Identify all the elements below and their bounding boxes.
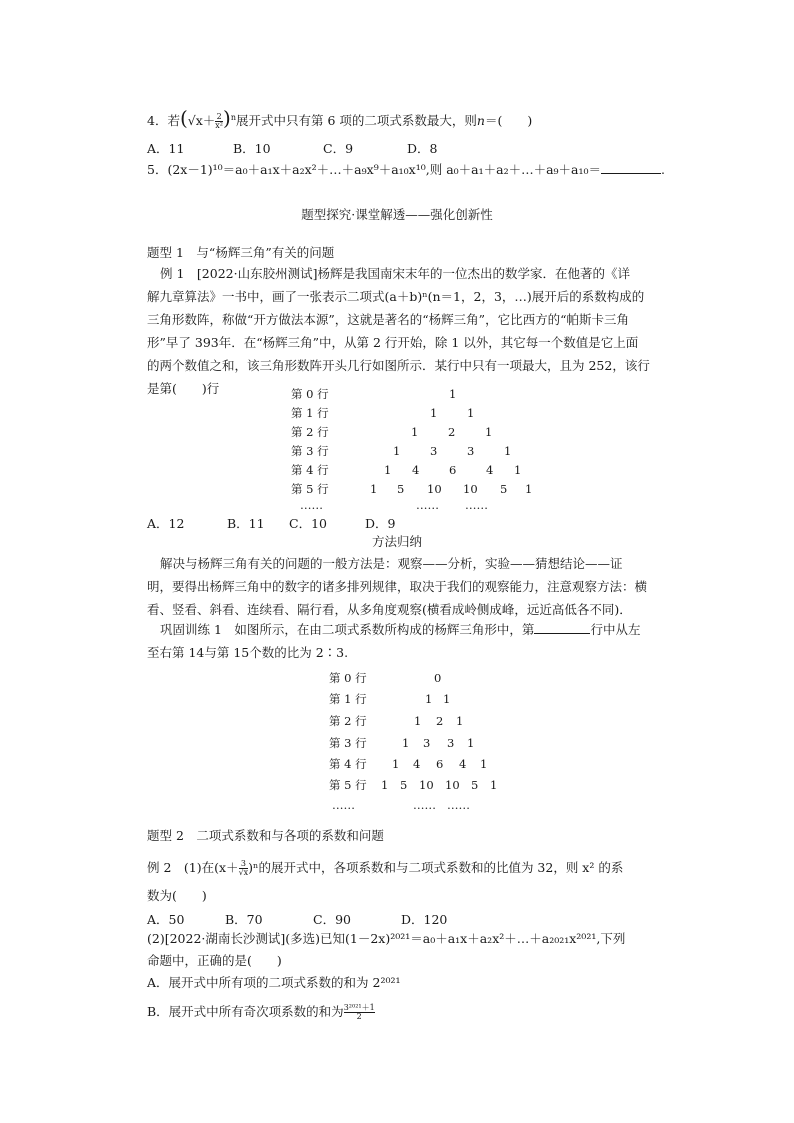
q4-option-d: D．8 — [407, 141, 438, 156]
tri1-r4-c1: 4 — [412, 463, 420, 477]
tri2-r3-c3: 1 — [467, 736, 475, 750]
tri2-r2-c2: 1 — [456, 714, 464, 728]
practice-line-2: 至右第 14与第 15个数的比为 2∶3. — [147, 645, 349, 660]
tri2-r1-c0: 1 — [425, 692, 433, 706]
ex1-option-c: C．10 — [289, 516, 327, 531]
tri1-dots-0: …… — [300, 498, 323, 512]
question-5 — [147, 160, 665, 180]
tri1-r4-c3: 4 — [486, 463, 494, 477]
ex2-frac-den: √x — [238, 868, 249, 877]
q4-eq: ＝( ) — [484, 113, 533, 129]
example1-line-2: 解九章算法》一书中，画了一张表示二项式(a＋b)ⁿ(n＝1，2，3，…)展开后的系数构成的 — [147, 289, 645, 304]
practice-prefix: 巩固训练 1 如图所示，在由二项式系数所构成的杨辉三角形中，第 — [160, 622, 535, 637]
q5-end: . — [661, 162, 666, 177]
ex2-optb-den: 2 — [344, 1012, 375, 1021]
example1-line-5: 的两个数值之和，该三角形数阵开头几行如图所示．某行中只有一项最大，且为 252，该行 — [147, 358, 650, 373]
tri1-label-4: 第 4 行 — [291, 463, 329, 477]
tri2-label-2: 第 2 行 — [329, 714, 367, 728]
example2-part2: (2)[2022·湖南长沙测试](多选)已知(1－2x)²⁰²¹＝a₀＋a₁x＋a₂x²＋…＋a₂₀₂₁x²⁰²¹,下列 — [147, 931, 626, 946]
ex1-option-d: D．9 — [365, 516, 396, 531]
q4-exponent: n — [230, 113, 236, 122]
example1-options — [147, 514, 395, 534]
tri1-r3-c3: 1 — [504, 444, 512, 458]
tri1-r5-c5: 1 — [525, 482, 533, 496]
tri2-dots-0: …… — [332, 798, 355, 812]
tri1-label-3: 第 3 行 — [291, 444, 329, 458]
section-title: 题型探究·课堂解透——强化创新性 — [301, 207, 493, 222]
ex1-option-b: B．11 — [227, 516, 265, 531]
tri2-r5-c4: 5 — [471, 778, 479, 792]
tri1-r1-c1: 1 — [467, 406, 475, 420]
example2-line-2: 数为( ) — [147, 888, 207, 903]
tri1-r4-c2: 6 — [449, 463, 457, 477]
tri1-r5-c0: 1 — [370, 482, 378, 496]
q4-option-b: B．10 — [233, 141, 271, 156]
tri2-r0-c0: 0 — [434, 671, 442, 685]
q4-options — [147, 139, 437, 159]
tri1-r5-c4: 5 — [500, 482, 508, 496]
tri2-r3-c0: 1 — [402, 736, 410, 750]
q4-frac-den: x² — [215, 121, 224, 131]
q4-text: 展开式中只有第 6 项的二项式系数最大，则 — [235, 113, 477, 129]
tri2-dots-1: …… — [413, 798, 436, 812]
ex2-fraction — [239, 860, 249, 877]
tri1-dots-1: …… — [416, 498, 439, 512]
tri2-dots-2: …… — [447, 798, 470, 812]
tri2-r4-c3: 4 — [459, 757, 467, 771]
tri1-r0-c0: 1 — [449, 387, 457, 401]
tri2-label-0: 第 0 行 — [329, 671, 367, 685]
example1-line-3: 三角形数阵，称做“开方做法本源”，这就是著名的“杨辉三角”，它比西方的“帕斯卡三角 — [147, 312, 629, 327]
q4-fraction — [215, 113, 223, 130]
ex2-part1-a: 例 2 (1)在(x＋ — [147, 860, 239, 875]
ex2-optb-prefix: B．展开式中所有奇次项系数的和为 — [147, 1004, 344, 1019]
tri1-r3-c2: 3 — [467, 444, 475, 458]
example1-line-6: 是第( )行 — [147, 381, 220, 396]
tri2-label-3: 第 3 行 — [329, 736, 367, 750]
tri1-r5-c3: 10 — [463, 482, 478, 496]
tri1-r2-c1: 2 — [448, 425, 456, 439]
tri1-label-5: 第 5 行 — [291, 482, 329, 496]
q4-sqrt: √x — [187, 113, 203, 129]
tri2-r5-c2: 10 — [419, 778, 434, 792]
example2-part2-line-2: 命题中，正确的是( ) — [147, 953, 282, 968]
tri2-r5-c0: 1 — [381, 778, 389, 792]
tri2-r2-c1: 2 — [436, 714, 444, 728]
q4-plus: ＋ — [202, 113, 216, 129]
method-line-1: 解决与杨辉三角有关的问题的一般方法是：观察——分析，实验——猜想结论——证 — [160, 556, 623, 571]
q4-prefix: 4．若 — [147, 113, 180, 129]
q4-option-c: C．9 — [323, 141, 354, 156]
tri1-r5-c1: 5 — [397, 482, 405, 496]
q4-paren-open: ( — [179, 106, 188, 131]
tri1-label-2: 第 2 行 — [291, 425, 329, 439]
tri1-r5-c2: 10 — [427, 482, 442, 496]
tri2-r3-c1: 3 — [423, 736, 431, 750]
method-line-3: 看、竖看、斜看、连续看、隔行看，从多角度观察(横看成岭侧成峰，远近高低各不同)． — [147, 602, 632, 617]
ex2-option-a: A．50 — [147, 912, 185, 927]
tri2-r1-c1: 1 — [443, 692, 451, 706]
example1-line-4: 形”早了 393年．在“杨辉三角”中，从第 2 行开始，除 1 以外，其它每一个数值是它上面 — [147, 335, 639, 350]
example2-option-b — [147, 1002, 375, 1022]
ex2-part1-b: )ⁿ的展开式中，各项系数和与二项式系数和的比值为 32，则 x² 的系 — [248, 860, 624, 875]
tri2-r4-c0: 1 — [392, 757, 400, 771]
tri1-r1-c0: 1 — [430, 406, 438, 420]
tri1-label-1: 第 1 行 — [291, 406, 329, 420]
tri1-r4-c4: 1 — [514, 463, 522, 477]
tri1-r4-c0: 1 — [384, 463, 392, 477]
method-line-2: 明，要得出杨辉三角中的数字的诸多排列规律，取决于我们的观察能力，注意观察方法：横 — [147, 579, 648, 594]
ex2-option-b: B．70 — [225, 912, 263, 927]
example2-part1 — [147, 858, 623, 878]
q4-var: n — [476, 113, 485, 129]
type1-heading: 题型 1 与“杨辉三角”有关的问题 — [147, 245, 335, 260]
ex2-optb-num: 3²⁰²¹＋1 — [343, 1003, 375, 1012]
practice-1 — [160, 620, 640, 640]
ex2-frac-num: 3 — [240, 859, 246, 868]
q4-frac-num: 2 — [216, 112, 222, 122]
q5-text: 5．(2x－1)¹⁰＝a₀＋a₁x＋a₂x²＋…＋a₉x⁹＋a₁₀x¹⁰,则 a₀＋a₁＋a₂＋…＋a₉＋a₁₀＝ — [147, 162, 602, 177]
tri2-r3-c2: 3 — [447, 736, 455, 750]
tri2-r5-c3: 10 — [445, 778, 460, 792]
tri2-label-5: 第 5 行 — [329, 778, 367, 792]
tri1-label-0: 第 0 行 — [291, 387, 329, 401]
example2-option-a: A．展开式中所有项的二项式系数的和为 2²⁰²¹ — [147, 975, 401, 990]
ex1-option-a: A．12 — [147, 516, 185, 531]
method-title: 方法归纳 — [371, 534, 422, 549]
tri2-label-1: 第 1 行 — [329, 692, 367, 706]
tri1-dots-2: …… — [465, 498, 488, 512]
tri2-r4-c4: 1 — [480, 757, 488, 771]
q5-answer-blank[interactable] — [601, 161, 661, 174]
tri1-r2-c2: 1 — [485, 425, 493, 439]
q4-option-a: A．11 — [147, 141, 185, 156]
ex2-option-c: C．90 — [313, 912, 351, 927]
tri2-r2-c0: 1 — [414, 714, 422, 728]
tri2-r5-c5: 1 — [490, 778, 498, 792]
tri2-label-4: 第 4 行 — [329, 757, 367, 771]
ex2-optb-fraction — [344, 1004, 375, 1021]
tri2-r4-c2: 6 — [436, 757, 444, 771]
tri1-r3-c0: 1 — [393, 444, 401, 458]
tri2-r5-c1: 5 — [400, 778, 408, 792]
example1-line-1: 例 1 [2022·山东胶州测试]杨辉是我国南宋末年的一位杰出的数学家．在他著的《详 — [160, 266, 630, 281]
practice-answer-blank[interactable] — [534, 621, 590, 634]
type2-heading: 题型 2 二项式系数和与各项的系数和问题 — [147, 828, 384, 843]
q4-paren-close: ) — [223, 106, 231, 131]
practice-suffix: 行中从左 — [590, 622, 641, 637]
tri1-r3-c1: 3 — [430, 444, 438, 458]
tri1-r2-c0: 1 — [411, 425, 419, 439]
tri2-r4-c1: 4 — [413, 757, 421, 771]
ex2-option-d: D．120 — [401, 912, 448, 927]
question-4 — [147, 108, 532, 131]
